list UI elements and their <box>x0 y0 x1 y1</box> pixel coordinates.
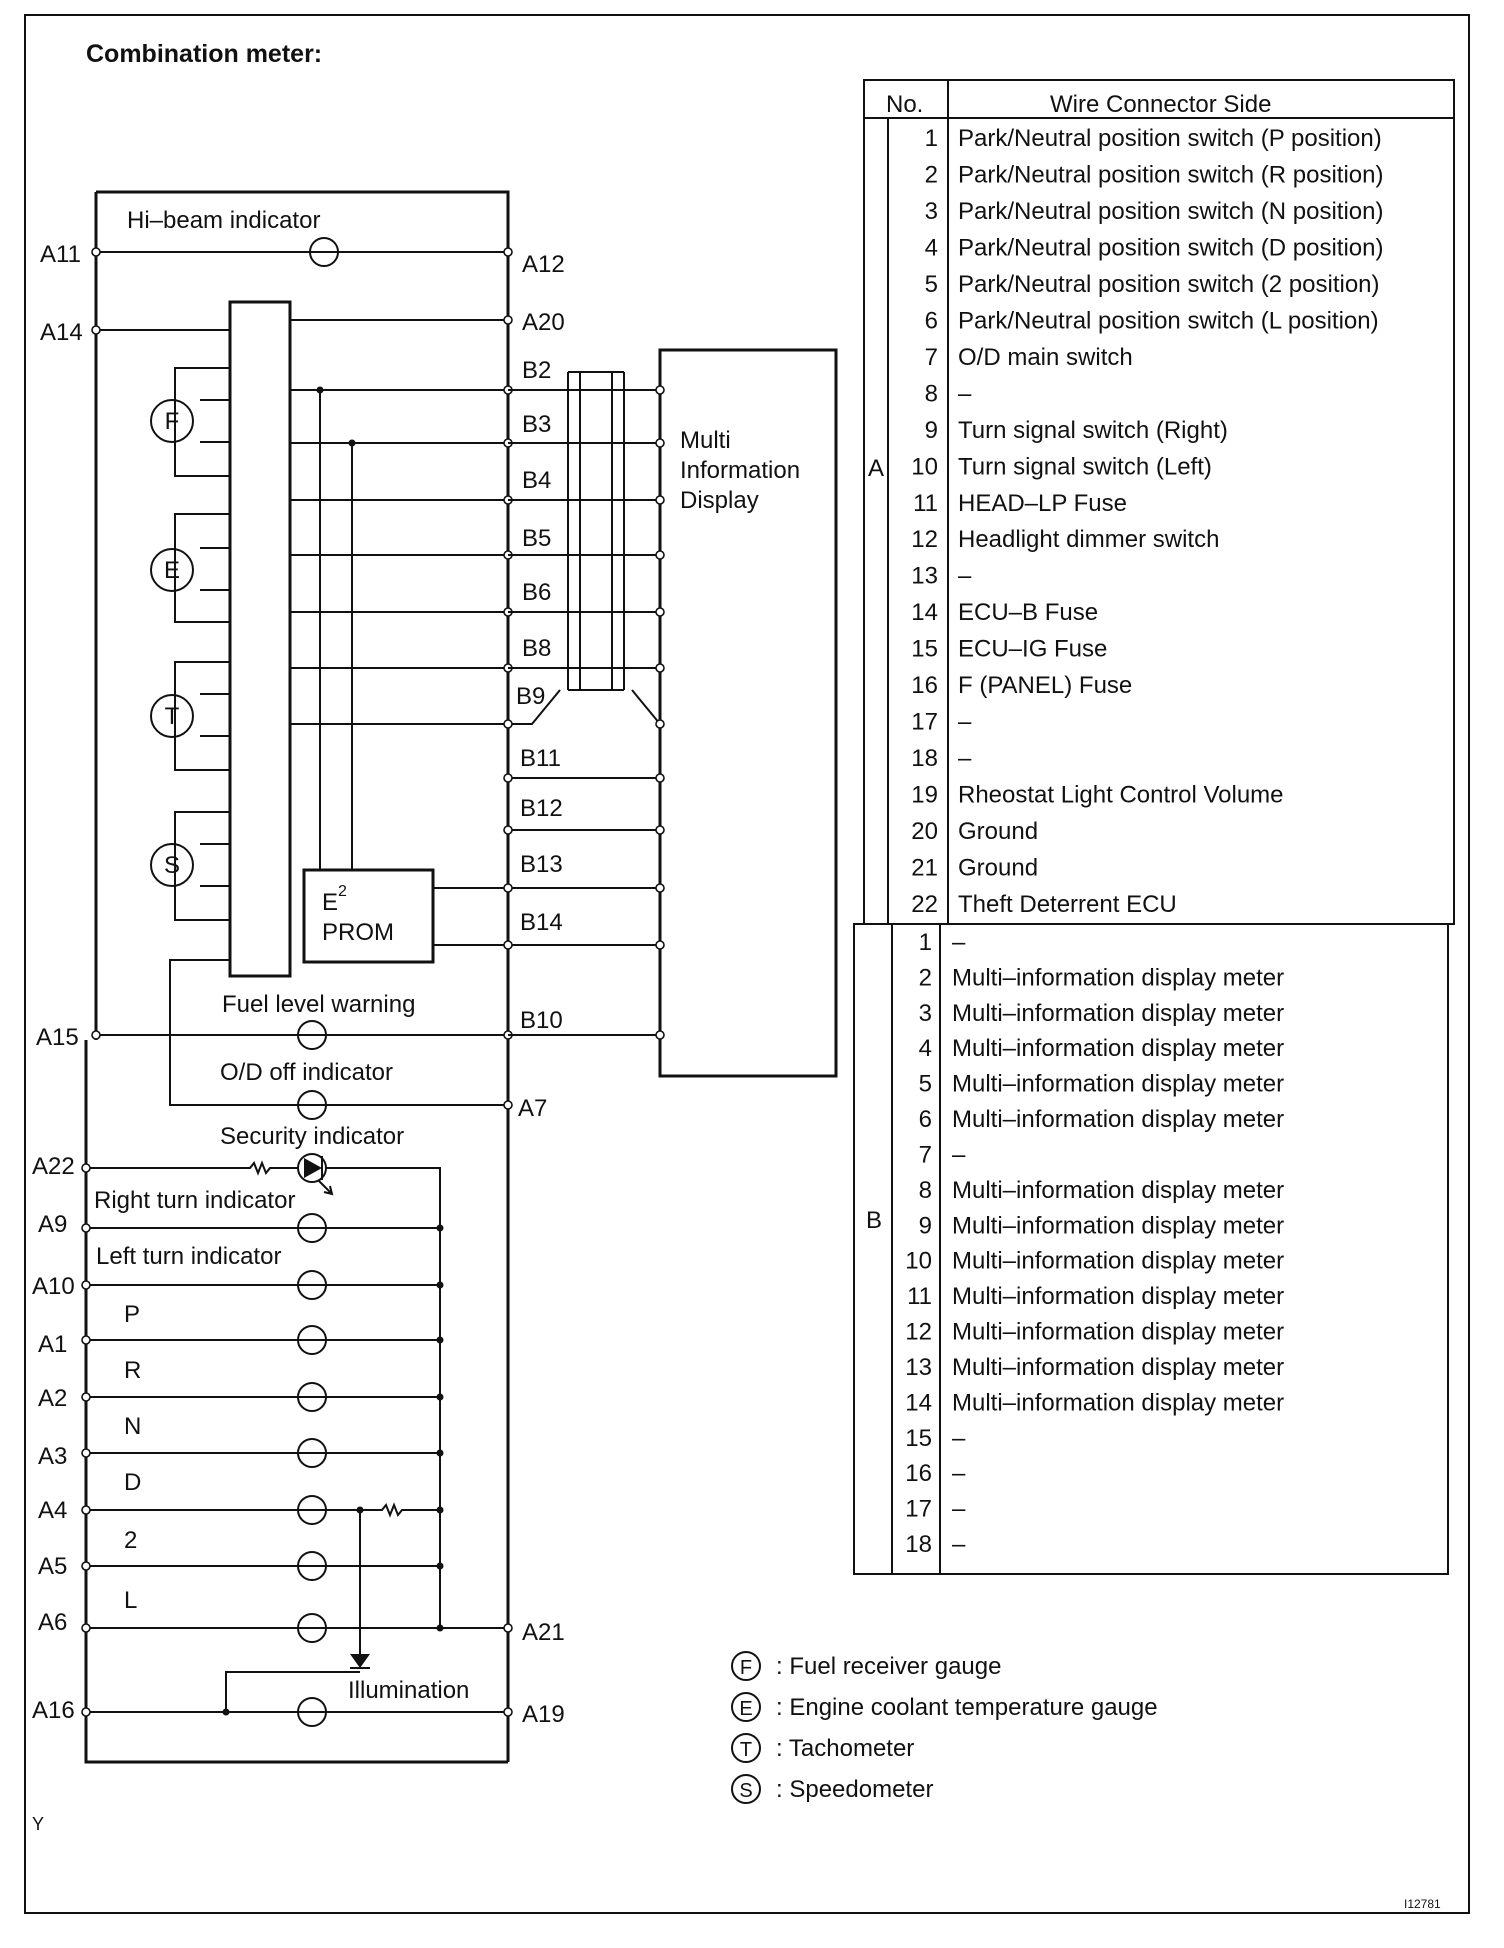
table-row-a-text: Ground <box>958 854 1039 882</box>
table-row-a-no: 3 <box>924 197 938 225</box>
table-row-a-no: 1 <box>924 125 938 152</box>
svg-text:A11: A11 <box>40 241 81 268</box>
meter-outline-upper <box>96 192 508 1762</box>
svg-text:A22: A22 <box>32 1153 75 1180</box>
right-turn-label: Right turn indicator <box>94 1187 296 1214</box>
svg-text:A4: A4 <box>38 1497 68 1524</box>
svg-text:B11: B11 <box>520 745 561 772</box>
legend-symbol: T <box>739 1739 753 1761</box>
legend-symbol: E <box>739 1698 753 1720</box>
table-row-b-no: 10 <box>905 1247 932 1275</box>
drawing-id: I12781 <box>1404 1897 1441 1911</box>
table-row-b-no: 18 <box>905 1531 932 1558</box>
table-row-a-no: 21 <box>911 854 938 882</box>
table-row-a-text: – <box>958 708 972 736</box>
legend-item <box>732 1734 914 1762</box>
table-row-b-no: 13 <box>905 1353 932 1381</box>
table-row-a-no: 19 <box>911 781 938 809</box>
svg-text:R: R <box>124 1357 142 1384</box>
table-row-b-no: 5 <box>918 1070 932 1098</box>
table-row-a-text: Theft Deterrent ECU <box>958 891 1177 918</box>
svg-text:A3: A3 <box>38 1443 68 1470</box>
security-label: Security indicator <box>220 1123 405 1150</box>
table-row-b-text: Multi–information display meter <box>952 1070 1285 1098</box>
svg-text:Display: Display <box>680 487 759 514</box>
table-row-a-text: F (PANEL) Fuse <box>958 672 1133 700</box>
terminal-markers <box>82 248 512 1716</box>
table-row-a-text: Park/Neutral position switch (D position) <box>958 234 1384 262</box>
table-row-b-no: 4 <box>918 1035 932 1063</box>
left-turn-label: Left turn indicator <box>96 1243 282 1270</box>
table-row-b-no: 3 <box>918 999 932 1027</box>
table-row-b-text: Multi–information display meter <box>952 1389 1285 1417</box>
svg-text:A9: A9 <box>38 1211 68 1238</box>
table-row-b-text: – <box>952 1460 966 1488</box>
combination-meter-circuit <box>32 192 660 1762</box>
table-row-a-no: 13 <box>911 562 938 590</box>
eeprom-box <box>304 870 433 962</box>
table-row-a-no: 17 <box>911 708 938 736</box>
svg-text:E: E <box>163 557 181 584</box>
table-row-a-text: Ground <box>958 818 1039 846</box>
table-row-b-no: 6 <box>918 1106 932 1134</box>
svg-text:A15: A15 <box>36 1024 79 1051</box>
svg-text:T: T <box>164 703 180 730</box>
table-row-b-text: – <box>952 1495 966 1523</box>
shift-indicators <box>86 1301 508 1668</box>
table-row-a-text: Rheostat Light Control Volume <box>958 781 1284 809</box>
table-row-b-text: Multi–information display meter <box>952 1353 1285 1381</box>
svg-text:F: F <box>164 408 180 435</box>
table-row-a-text: Park/Neutral position switch (2 position) <box>958 270 1380 298</box>
table-row-b-text: Multi–information display meter <box>952 1318 1285 1346</box>
table-row-b-text: Multi–information display meter <box>952 999 1285 1027</box>
table-row-b-text: – <box>952 1141 966 1169</box>
svg-text:B2: B2 <box>522 357 552 384</box>
table-row-a-no: 11 <box>913 489 938 517</box>
od-off-label: O/D off indicator <box>220 1059 393 1086</box>
table-row-b-no: 1 <box>918 929 932 956</box>
group-a-label: A <box>868 455 885 482</box>
table-row-a-no: 10 <box>911 453 938 481</box>
gauge-s <box>151 812 230 920</box>
svg-text:L: L <box>124 1587 138 1614</box>
table-row-a-no: 14 <box>911 599 938 627</box>
svg-text:A14: A14 <box>40 319 83 346</box>
svg-text:A2: A2 <box>38 1385 68 1412</box>
table-row-a-no: 6 <box>924 307 938 335</box>
table-row-a-no: 5 <box>924 270 938 298</box>
table-header-side: Wire Connector Side <box>1050 91 1272 118</box>
svg-text:B4: B4 <box>522 467 552 494</box>
security-diode-icon <box>304 1158 322 1178</box>
legend-item <box>732 1693 1158 1721</box>
table-row-a-no: 15 <box>911 635 938 663</box>
meter-driver-block <box>230 302 290 976</box>
table-row-b-text: – <box>952 1531 966 1558</box>
legend-item <box>732 1652 1001 1680</box>
svg-text:B10: B10 <box>520 1007 563 1034</box>
wire-connector-table <box>854 80 1454 1574</box>
svg-text:B14: B14 <box>520 909 563 936</box>
illumination-diode-wire <box>226 1672 360 1712</box>
legend-symbol: S <box>739 1780 753 1802</box>
gauge-e <box>151 514 230 622</box>
svg-text:B12: B12 <box>520 795 563 822</box>
corner-mark: Y <box>32 1814 45 1834</box>
table-row-a-text: Turn signal switch (Left) <box>958 453 1212 481</box>
gauge-legend <box>732 1652 1158 1803</box>
table-row-b-text: – <box>952 929 966 956</box>
illumination-diode-icon <box>350 1654 370 1668</box>
hi-beam-label: Hi–beam indicator <box>127 207 321 234</box>
table-row-b-text: – <box>952 1424 966 1452</box>
table-header-no: No. <box>886 91 924 118</box>
table-row-a-text: – <box>958 380 972 408</box>
terminal-labels-left <box>32 241 83 1724</box>
svg-text:B3: B3 <box>522 411 552 438</box>
legend-item <box>732 1775 933 1803</box>
svg-text:A19: A19 <box>522 1701 565 1728</box>
table-row-a-no: 2 <box>924 161 938 189</box>
table-row-a-text: Park/Neutral position switch (P position) <box>958 125 1382 152</box>
table-row-a-no: 12 <box>911 526 938 554</box>
table-row-a-text: Park/Neutral position switch (L position) <box>958 307 1379 335</box>
terminal-labels-right <box>516 251 565 1728</box>
svg-text:A1: A1 <box>38 1331 68 1358</box>
table-row-b-no: 17 <box>905 1495 932 1523</box>
svg-text:B13: B13 <box>520 851 563 878</box>
table-row-a-no: 16 <box>911 672 938 700</box>
table-row-a-no: 7 <box>924 343 938 371</box>
table-row-b-no: 15 <box>905 1424 932 1452</box>
table-row-b-no: 11 <box>907 1283 932 1311</box>
legend-text: : Speedometer <box>776 1776 934 1803</box>
svg-text:A20: A20 <box>522 309 565 336</box>
table-row-b-no: 16 <box>905 1460 932 1488</box>
table-row-a-no: 18 <box>911 745 938 773</box>
group-b-label: B <box>866 1207 883 1234</box>
table-row-b-text: Multi–information display meter <box>952 964 1285 992</box>
table-row-a-text: – <box>958 562 972 590</box>
svg-text:D: D <box>124 1469 142 1496</box>
eeprom-label-sup: 2 <box>338 883 347 900</box>
table-row-b-no: 9 <box>918 1212 932 1240</box>
svg-text:B5: B5 <box>522 525 552 552</box>
table-row-a-text: – <box>958 745 972 773</box>
illumination-label: Illumination <box>348 1677 470 1704</box>
svg-text:A10: A10 <box>32 1273 75 1300</box>
svg-text:A12: A12 <box>522 251 565 278</box>
table-row-b-no: 7 <box>918 1141 932 1169</box>
table-row-b-no: 2 <box>918 964 932 992</box>
eeprom-label-prom: PROM <box>322 919 394 946</box>
table-row-a-text: O/D main switch <box>958 343 1133 371</box>
svg-text:A5: A5 <box>38 1553 68 1580</box>
security-resistor-wire <box>86 1163 298 1173</box>
svg-text:A6: A6 <box>38 1609 68 1636</box>
legend-text: : Engine coolant temperature gauge <box>776 1694 1158 1721</box>
svg-text:N: N <box>124 1413 142 1440</box>
table-row-a-no: 20 <box>911 818 938 846</box>
table-row-b-text: Multi–information display meter <box>952 1247 1285 1275</box>
svg-text:B8: B8 <box>522 635 552 662</box>
table-row-a-text: Park/Neutral position switch (R position) <box>958 161 1384 189</box>
legend-symbol: F <box>739 1657 753 1679</box>
table-row-b-text: Multi–information display meter <box>952 1176 1285 1204</box>
svg-text:A21: A21 <box>522 1619 565 1646</box>
gauge-f <box>151 368 230 476</box>
gauge-t <box>151 662 230 770</box>
legend-text: : Fuel receiver gauge <box>776 1653 1002 1680</box>
multi-information-display <box>508 320 836 1076</box>
table-row-b-text: Multi–information display meter <box>952 1283 1285 1311</box>
page-title: Combination meter: <box>86 40 323 68</box>
table-row-b-no: 12 <box>905 1318 932 1346</box>
table-row-b-no: 14 <box>905 1389 932 1417</box>
svg-text:A7: A7 <box>518 1095 548 1122</box>
table-row-b-no: 8 <box>918 1176 932 1204</box>
fuel-warning-label: Fuel level warning <box>222 991 416 1018</box>
svg-text:A16: A16 <box>32 1697 75 1724</box>
table-row-a-text: Turn signal switch (Right) <box>958 416 1228 444</box>
table-row-a-no: 8 <box>924 380 938 408</box>
svg-text:B6: B6 <box>522 579 552 606</box>
table-row-a-text: Headlight dimmer switch <box>958 526 1220 554</box>
svg-text:P: P <box>124 1301 141 1328</box>
table-row-b-text: Multi–information display meter <box>952 1106 1285 1134</box>
table-row-a-text: Park/Neutral position switch (N position) <box>958 197 1384 225</box>
eeprom-label-e: E <box>322 889 339 916</box>
table-row-b-text: Multi–information display meter <box>952 1035 1285 1063</box>
svg-text:2: 2 <box>124 1527 138 1554</box>
table-row-a-text: ECU–IG Fuse <box>958 635 1108 663</box>
svg-text:Information: Information <box>680 457 801 484</box>
table-row-a-no: 22 <box>911 891 938 918</box>
svg-text:S: S <box>163 852 181 879</box>
table-row-b-text: Multi–information display meter <box>952 1212 1285 1240</box>
table-row-a-text: ECU–B Fuse <box>958 599 1099 627</box>
table-row-a-no: 9 <box>924 416 938 444</box>
svg-text:B9: B9 <box>516 683 546 710</box>
table-row-a-text: HEAD–LP Fuse <box>958 489 1127 517</box>
table-row-a-no: 4 <box>924 234 938 262</box>
legend-text: : Tachometer <box>776 1735 915 1762</box>
svg-text:Multi: Multi <box>680 427 731 454</box>
